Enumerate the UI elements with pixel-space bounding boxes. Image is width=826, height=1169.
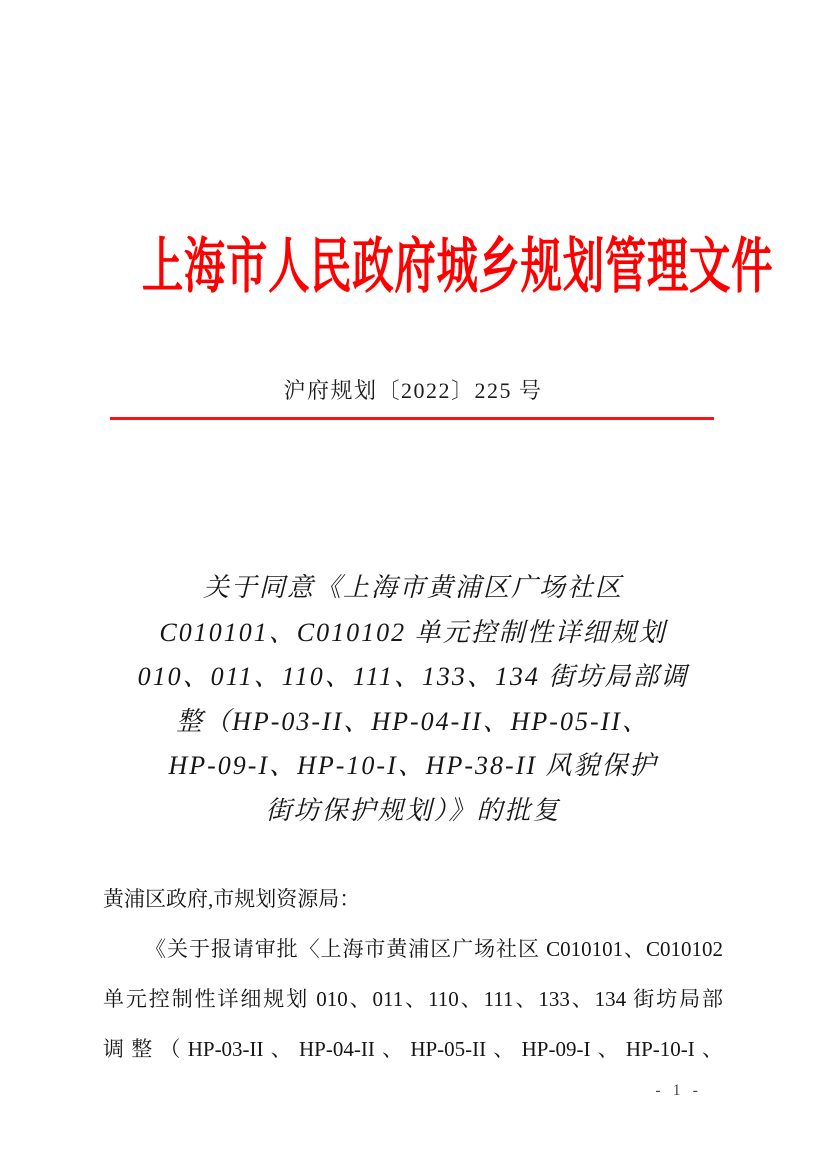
subject-line: 整（HP-03-II、HP-04-II、HP-05-II、 (176, 706, 650, 736)
red-divider-rule (110, 417, 714, 420)
body-text (103, 874, 723, 1074)
subject-title (0, 566, 826, 833)
subject-line: 街坊保护规划）》的批复 (265, 795, 561, 825)
masthead-title: 上海市人民政府城乡规划管理文件 (141, 234, 774, 300)
salutation-line: 黄浦区政府,市规划资源局： (103, 887, 361, 911)
body-paragraph-line: 单元控制性详细规划 010、011、110、111、133、134 街坊局部 (103, 987, 723, 1011)
subject-line: 关于同意《上海市黄浦区广场社区 (202, 573, 623, 602)
masthead (0, 232, 826, 302)
subject-line: C010101、C010102 单元控制性详细规划 (159, 617, 667, 647)
document-number: 沪府规划〔2022〕225 号 (283, 378, 543, 403)
body-paragraph-line: 调整（HP-03-II、HP-04-II、HP-05-II、HP-09-I、HP-10-I、 (103, 1037, 723, 1061)
subject-line: 010、011、110、111、133、134 街坊局部调 (137, 662, 689, 691)
subject-line: HP-09-I、HP-10-I、HP-38-II 风貌保护 (168, 751, 658, 780)
body-paragraph-line: 《关于报请审批〈上海市黄浦区广场社区 C010101、C010102 (145, 937, 723, 961)
page-number: - 1 - (655, 1082, 702, 1099)
